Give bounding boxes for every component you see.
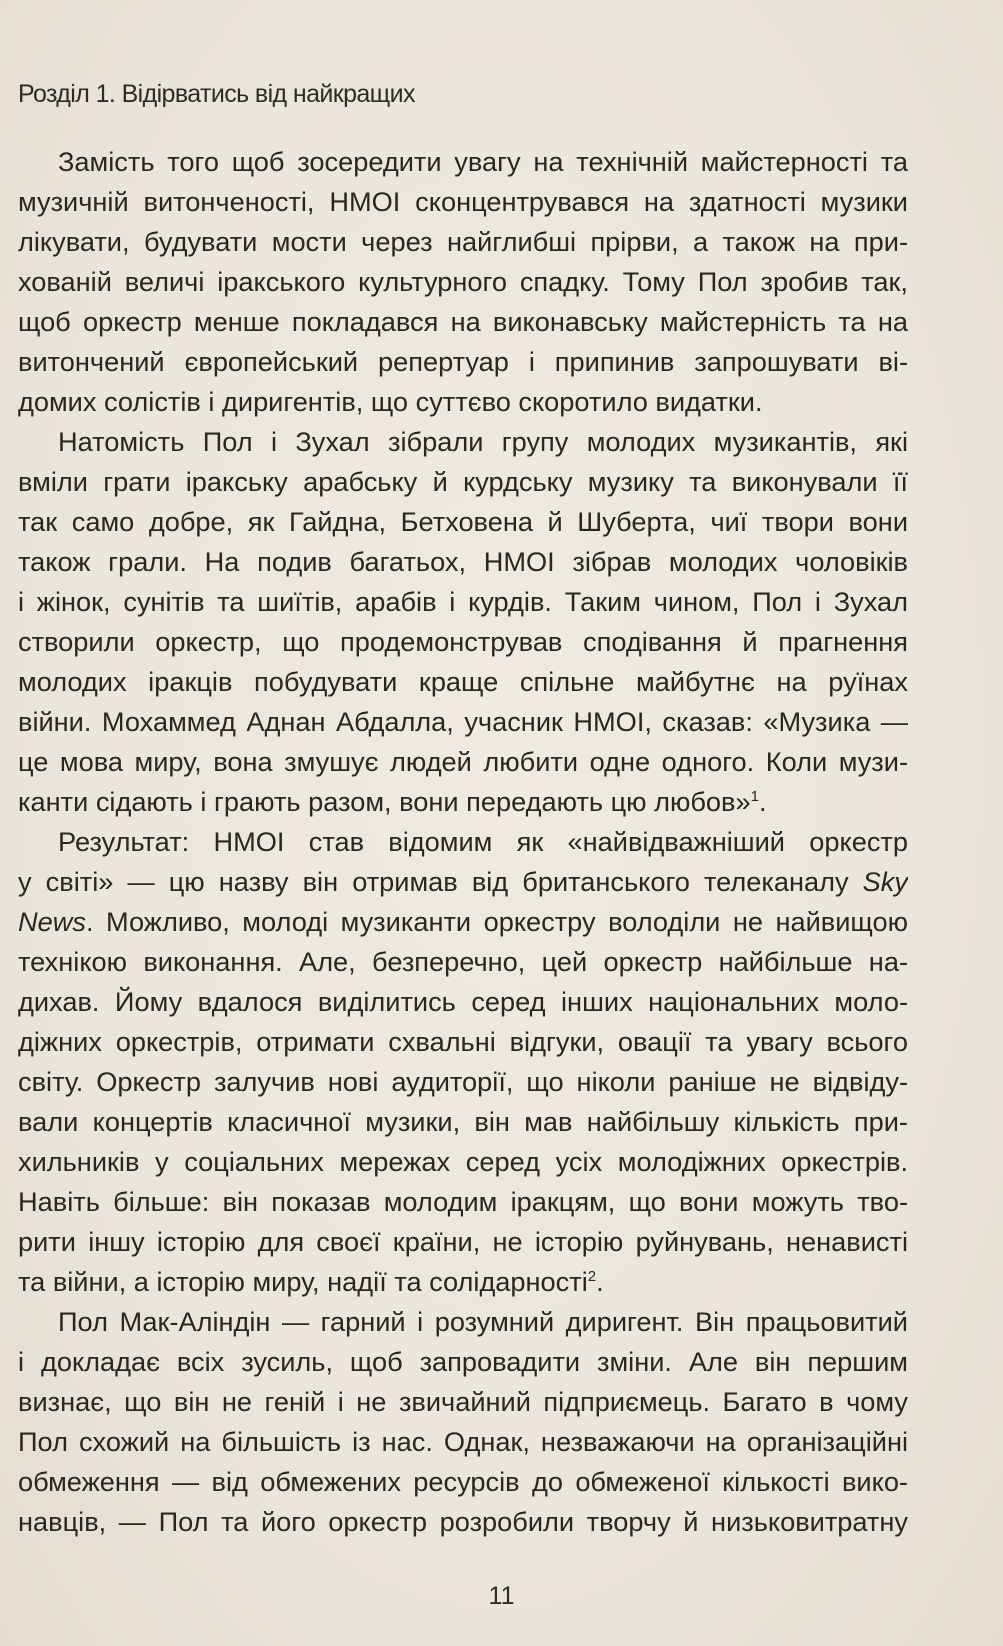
text-line (18, 902, 908, 942)
text-line-content: Результат: НМОІ став відомим як «найвідважніший оркестр (58, 826, 908, 857)
text-line (18, 142, 908, 182)
text-line (18, 822, 908, 862)
text-line (18, 1462, 908, 1502)
footnote-marker: 2 (587, 1268, 597, 1285)
text-line-content: домих солістів і диригентів, що суттєво скоротило видатки. (18, 386, 763, 417)
text-line-content: війни. Мохаммед Аднан Абдалла, учасник НМОІ, сказав: «Музика — (18, 706, 908, 737)
text-line-content: так само добре, як Гайдна, Бетховена й Шуберта, чиї твори вони (18, 506, 908, 537)
text-line-content: також грали. На подив багатьох, НМОІ зібрав молодих чоловіків (18, 546, 908, 577)
text-line-content: витончений європейський репертуар і припинив запрошувати ві- (18, 346, 908, 377)
text-line-tail: . (758, 786, 767, 817)
text-line (18, 1142, 908, 1182)
page-number: 11 (488, 1582, 515, 1610)
text-line-content: обмеження — від обмежених ресурсів до обмеженої кількості вико- (18, 1466, 908, 1497)
text-line-content: технікою виконання. Але, безперечно, цей оркестр найбільше на- (18, 946, 908, 977)
text-line-content: вали концертів класичної музики, він мав найбільшу кількість при- (18, 1106, 908, 1137)
text-line (18, 982, 908, 1022)
text-line (18, 1502, 908, 1542)
text-line (18, 1102, 908, 1142)
text-line-content: Пол схожий на більшість із нас. Однак, незважаючи на організаційні (18, 1426, 908, 1457)
text-line (18, 262, 908, 302)
text-line-content: рити іншу історію для своєї країни, не історію руйнувань, ненависті (18, 1226, 908, 1257)
text-line-content: світу. Оркестр залучив нові аудиторії, що ніколи раніше не відвіду- (18, 1066, 908, 1097)
text-line-content: Замість того щоб зосередити увагу на технічній майстерності та (58, 146, 908, 177)
text-line (18, 382, 908, 422)
text-line (18, 622, 908, 662)
text-line-content: у світі» — цю назву він отримав від британського телеканалу Sky (18, 866, 908, 897)
text-line (18, 1262, 908, 1302)
text-line-content: вміли грати іракську арабську й курдську музику та виконували її (18, 466, 908, 497)
text-line-content: News. Можливо, молоді музиканти оркестру володіли не найвищою (18, 906, 908, 937)
text-line (18, 1022, 908, 1062)
text-line (18, 1422, 908, 1462)
text-line-content: молодих іракців побудувати краще спільне майбутнє на руїнах (18, 666, 908, 697)
text-line (18, 1342, 908, 1382)
running-head: Розділ 1. Відірватись від найкращих (18, 80, 415, 108)
text-line (18, 1222, 908, 1262)
text-line-content: лікувати, будувати мости через найглибші прірви, а також на при- (18, 226, 908, 257)
text-line-content: це мова миру, вона змушує людей любити одне одного. Коли музи- (18, 746, 908, 777)
text-line-content: визнає, що він не геній і не звичайний підприємець. Багато в чому (18, 1386, 908, 1417)
text-line (18, 1062, 908, 1102)
text-line-content: діжних оркестрів, отримати схвальні відгуки, овації та увагу всього (18, 1026, 908, 1057)
text-line (18, 1302, 908, 1342)
text-line-content: канти сідають і грають разом, вони передають цю любов» (18, 786, 751, 817)
text-line (18, 422, 908, 462)
text-line-content: Пол Мак-Аліндін — гарний і розумний диригент. Він працьовитий (58, 1306, 908, 1337)
text-line-content: створили оркестр, що продемонстрував сподівання й прагнення (18, 626, 908, 657)
text-line (18, 782, 908, 822)
text-line (18, 182, 908, 222)
text-line (18, 742, 908, 782)
text-line (18, 702, 908, 742)
text-line-content: та війни, а історію миру, надії та солідарності (18, 1266, 588, 1297)
text-line (18, 222, 908, 262)
text-line (18, 942, 908, 982)
text-line (18, 542, 908, 582)
text-line (18, 662, 908, 702)
text-line (18, 1382, 908, 1422)
text-line-content: Натомість Пол і Зухал зібрали групу молодих музикантів, які (58, 426, 908, 457)
text-line-content: щоб оркестр менше покладався на виконавську майстерність та на (18, 306, 908, 337)
text-line-content: музичній витонченості, НМОІ сконцентрувався на здатності музики (18, 186, 908, 217)
text-line (18, 502, 908, 542)
text-line-content: і докладає всіх зусиль, щоб запровадити зміни. Але він першим (18, 1346, 908, 1377)
text-line (18, 1182, 908, 1222)
text-line (18, 582, 908, 622)
text-line (18, 862, 908, 902)
text-line-content: хильників у соціальних мережах серед усіх молодіжних оркестрів. (18, 1146, 908, 1177)
text-line (18, 462, 908, 502)
body-text (18, 142, 908, 1542)
text-line (18, 342, 908, 382)
text-line-content: навців, — Пол та його оркестр розробили творчу й низьковитратну (18, 1506, 908, 1537)
text-line-content: Навіть більше: він показав молодим іракцям, що вони можуть тво- (18, 1186, 908, 1217)
text-line-tail: . (596, 1266, 604, 1297)
footnote-marker: 1 (750, 788, 759, 805)
text-line-content: і жінок, сунітів та шиїтів, арабів і курдів. Таким чином, Пол і Зухал (18, 586, 908, 617)
text-line (18, 302, 908, 342)
text-line-content: хованій величі іракського культурного спадку. Тому Пол зробив так, (18, 266, 908, 297)
text-line-content: дихав. Йому вдалося виділитись серед інших національних моло- (18, 986, 908, 1017)
